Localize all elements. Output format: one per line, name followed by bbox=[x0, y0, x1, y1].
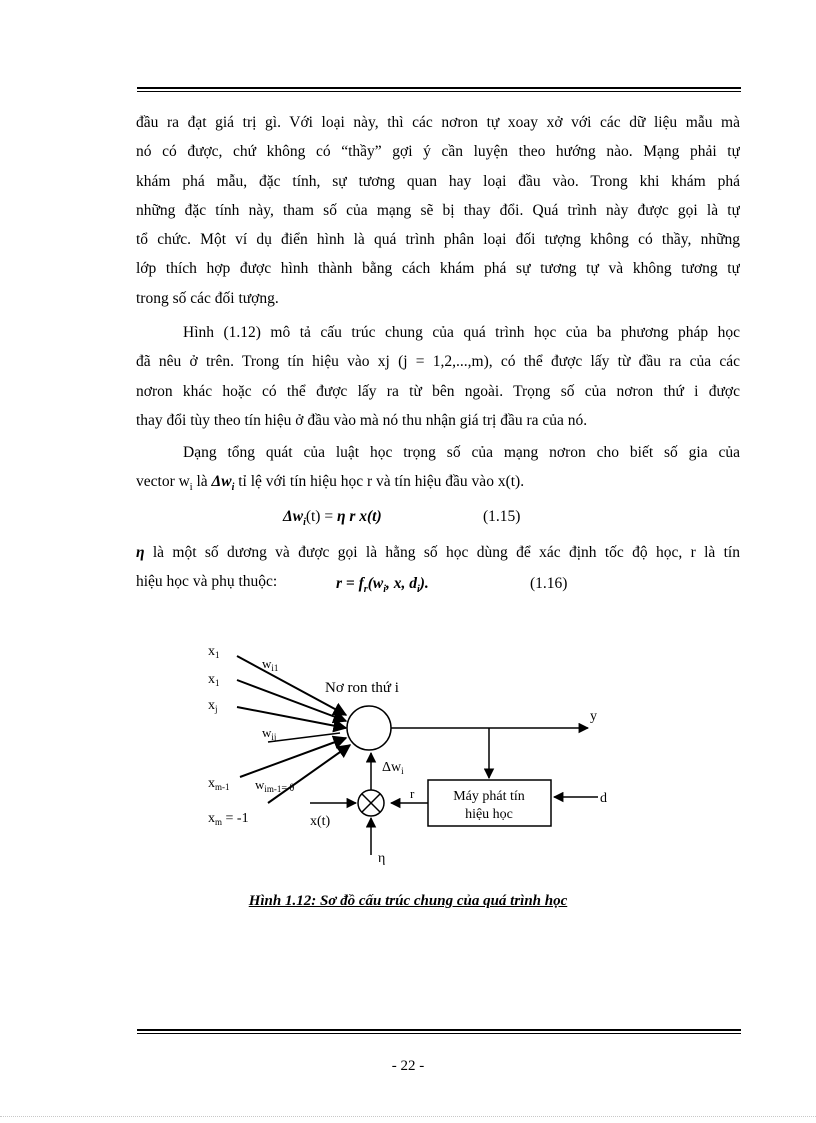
text-line: đã nêu ở trên. Trong tín hiệu vào xj (j = 1,2,...,m), có thể được lấy từ đầu ra của các bbox=[136, 353, 740, 371]
input-label-xm-1: $x_{m-1}$ bbox=[208, 776, 230, 792]
d-label: d bbox=[600, 791, 607, 806]
delta-w-label: $\Delta w_i$ bbox=[382, 760, 404, 776]
text-line: hiệu học và phụ thuộc: bbox=[136, 573, 278, 591]
footer-dotted-line bbox=[0, 1116, 816, 1117]
input-label-xj: $x_j$ bbox=[208, 698, 218, 714]
paragraph-learning-constant bbox=[136, 538, 740, 597]
figure-caption: Hình 1.12: Sơ đồ cấu trúc chung của quá trình học bbox=[248, 893, 568, 909]
weight-label-wim1: $w_{im-1}= \theta$ bbox=[255, 777, 295, 794]
generator-label-line2: hiệu học bbox=[465, 807, 513, 822]
formula-1-15-label: (1.15) bbox=[483, 508, 521, 525]
formula-1-16: $r = f_r(w_i$, x, $d_i$). bbox=[336, 575, 429, 596]
formula-1-16-label: (1.16) bbox=[530, 575, 568, 592]
input-line-extra bbox=[268, 733, 340, 742]
text-line: trong số các đối tượng. bbox=[136, 289, 279, 307]
text-line: nơron khác hoặc có thể được lấy ra từ bên ngoài. Trọng số của nơron thứ i được bbox=[136, 382, 740, 400]
input-line-j bbox=[237, 707, 346, 728]
input-label-x1b: $x_1$ bbox=[208, 672, 220, 688]
text-line: khám phá mẫu, đặc tính, sự tương quan hay loại đầu vào. Trong khi khám phá bbox=[136, 172, 740, 190]
text-line: những đặc tính này, tham số của mạng sẽ bị thay đổi. Quá trình này được gọi là tự bbox=[136, 201, 740, 219]
formula-1-15: $\Delta w_i(t) = \eta$ r x(t) bbox=[283, 508, 382, 529]
input-label-xm: $x_m = -1$ bbox=[208, 811, 249, 827]
text-line: thay đổi tùy theo tín hiệu ở đầu vào mà nó thu nhận giá trị đầu ra của nó. bbox=[136, 411, 588, 429]
paragraph-learning-rule bbox=[136, 438, 740, 497]
neuron-circle bbox=[347, 706, 391, 750]
input-label-x1a: $x_1$ bbox=[208, 644, 220, 660]
neuron-label: Nơ ron thứ i bbox=[325, 680, 399, 696]
input-line-m-1 bbox=[240, 738, 346, 777]
paragraph-unsupervised bbox=[136, 108, 740, 313]
text-line: nó có được, chứ không có “thầy” gợi ý cần luyện theo hướng nào. Mạng phải tự bbox=[136, 143, 740, 161]
weight-label-wi1: $w_{i1}$ bbox=[262, 656, 279, 673]
text-line: vector $w_i$ là $\Delta w_i$ tỉ lệ với tín hiệu học r và tín hiệu đầu vào x(t). bbox=[136, 473, 525, 494]
xt-label: x(t) bbox=[310, 814, 331, 829]
text-line: Hình (1.12) mô tả cấu trúc chung của quá trình học của ba phương pháp học bbox=[183, 324, 740, 341]
output-label: y bbox=[590, 709, 597, 724]
text-line: η là một số dương và được gọi là hằng số học dùng để xác định tốc độ học, r là tín bbox=[136, 544, 740, 561]
learning-structure-diagram bbox=[200, 630, 630, 870]
text-line: đầu ra đạt giá trị gì. Với loại này, thì các nơron tự xoay xở với các dữ liệu mẫu mà bbox=[136, 114, 740, 131]
page-number: - 22 - bbox=[391, 1058, 425, 1074]
r-label: r bbox=[410, 786, 415, 801]
weight-label-wij: $w_{ij}$ bbox=[262, 725, 277, 742]
eta-label: η bbox=[378, 851, 386, 866]
paragraph-structure bbox=[136, 318, 740, 435]
input-line-m bbox=[268, 745, 350, 803]
generator-label-line1: Máy phát tín bbox=[453, 789, 525, 804]
text-line: Dạng tổng quát của luật học trọng số của mạng nơron cho biết số gia của bbox=[183, 444, 740, 461]
text-line: tổ chức. Một ví dụ điển hình là quá trình phân loại đối tượng không có thầy, những bbox=[136, 231, 740, 249]
text-line: lớp thích hợp được hình thành bằng cách khám phá sự tương tự và không tương tự bbox=[136, 260, 740, 278]
